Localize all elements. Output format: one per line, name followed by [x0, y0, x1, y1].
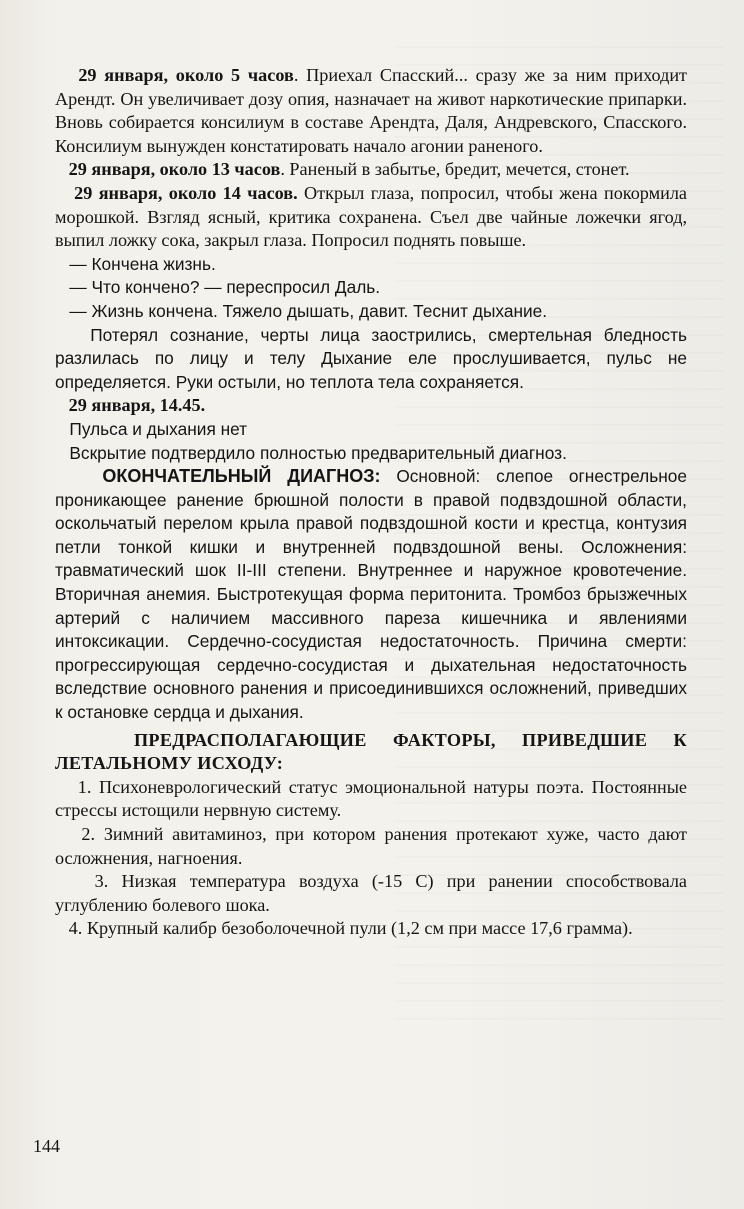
dialog-text: — Что кончено? — переспросил Даль.	[69, 277, 381, 298]
paragraph-jan29-13h	[55, 158, 687, 182]
paragraph-text: . Раненый в забытье, бредит, мечется, стонет.	[280, 159, 630, 180]
factors-heading	[55, 729, 687, 776]
paragraph-text: Основной: слепое огнестрельное проникающее ранение брюшной полости в правой подвздошной области, оскольчатый перелом крыла правой подвздошной кости и крестца, контузия петли тонкой кишки и внутренней подвздошной вены. Осложнения: травматический шок II-III степени. Внутреннее и наружное кровотечение. Вторичная анемия. Быстротекущая форма перитонита. Тромбоз брызжечных артерий с наличием массивного пареза кишечника и явлениями интоксикации. Сердечно-сосудистая недостаточность. Причина смерти: прогрессирующая сердечно-сосудистая и дыхательная недостаточность вследствие основного ранения и присоединившихся осложнений, приведших к остановке сердца и дыхания.	[55, 466, 687, 723]
factor-4	[55, 917, 687, 941]
factor-text: 4. Крупный калибр безоболочечной пули (1,2 см при массе 17,6 грамма).	[68, 918, 633, 939]
paragraph-text: Потерял сознание, черты лица заострились, смертельная бледность разлилась по лицу и телу Дыхание еле прослушивается, пульс не определяется. Руки остыли, но теплота тела сохраняется.	[55, 324, 687, 392]
factor-text: 2. Зимний авитаминоз, при котором ранения протекают хуже, часто дают осложнения, нагноения.	[55, 824, 687, 868]
paragraph-text: . Приехал Спасский... сразу же за ним приходит Арендт. Он увеличивает дозу опия, назначает на живот наркотические припарки. Вновь собирается консилиум в составе Арендта, Даля, Андревского, Спасского. Консилиум вынужден констатировать начало агонии раненого.	[55, 65, 688, 156]
page-number: 144	[33, 1136, 60, 1156]
paragraph-no-pulse	[55, 418, 687, 442]
factor-text: 3. Низкая температура воздуха (-15 С) при ранении способствовала углублению болевого шока.	[55, 871, 687, 915]
paragraph-jan29-5h	[55, 64, 687, 158]
dialog-line-2	[55, 276, 687, 300]
paragraph-text: Пульса и дыхания нет	[69, 418, 248, 439]
paragraph-final-diagnosis	[55, 465, 687, 725]
dialog-text: — Кончена жизнь.	[69, 253, 216, 274]
date-heading: 29 января, около 14 часов.	[74, 182, 298, 203]
factor-2	[55, 823, 687, 870]
factor-1	[55, 776, 687, 823]
paragraph-jan29-14h	[55, 182, 687, 253]
heading-text: ПРЕДРАСПОЛАГАЮЩИЕ ФАКТОРЫ, ПРИВЕДШИЕ К ЛЕТАЛЬНОМУ ИСХОДУ:	[55, 729, 687, 774]
dialog-line-3	[55, 300, 687, 324]
final-diagnosis-heading: ОКОНЧАТЕЛЬНЫЙ ДИАГНОЗ:	[102, 466, 381, 487]
date-heading: 29 января, около 13 часов	[68, 159, 281, 180]
factor-3	[55, 870, 687, 917]
dialog-line-1	[55, 253, 687, 277]
paragraph-text: Вскрытие подтвердило полностью предварительный диагноз.	[69, 442, 567, 463]
dialog-text: — Жизнь кончена. Тяжело дышать, давит. Теснит дыхание.	[69, 300, 548, 321]
date-heading: 29 января, около 5 часов	[78, 65, 294, 85]
date-heading: 29 января, 14.45.	[68, 395, 206, 416]
main-text	[55, 64, 687, 941]
paragraph-text: Открыл глаза, попросил, чтобы жена покормила морошкой. Взгляд ясный, критика сохранена. Съел две чайные ложечки ягод, выпил ложку сока, закрыл глаза. Попросил поднять повыше.	[55, 182, 687, 251]
paragraph-jan29-1445	[55, 394, 687, 418]
paragraph-autopsy	[55, 442, 687, 466]
paragraph-loss-of-consciousness	[55, 324, 687, 395]
factor-text: 1. Психоневрологический статус эмоциональной натуры поэта. Постоянные стрессы истощили нервную систему.	[55, 776, 688, 821]
